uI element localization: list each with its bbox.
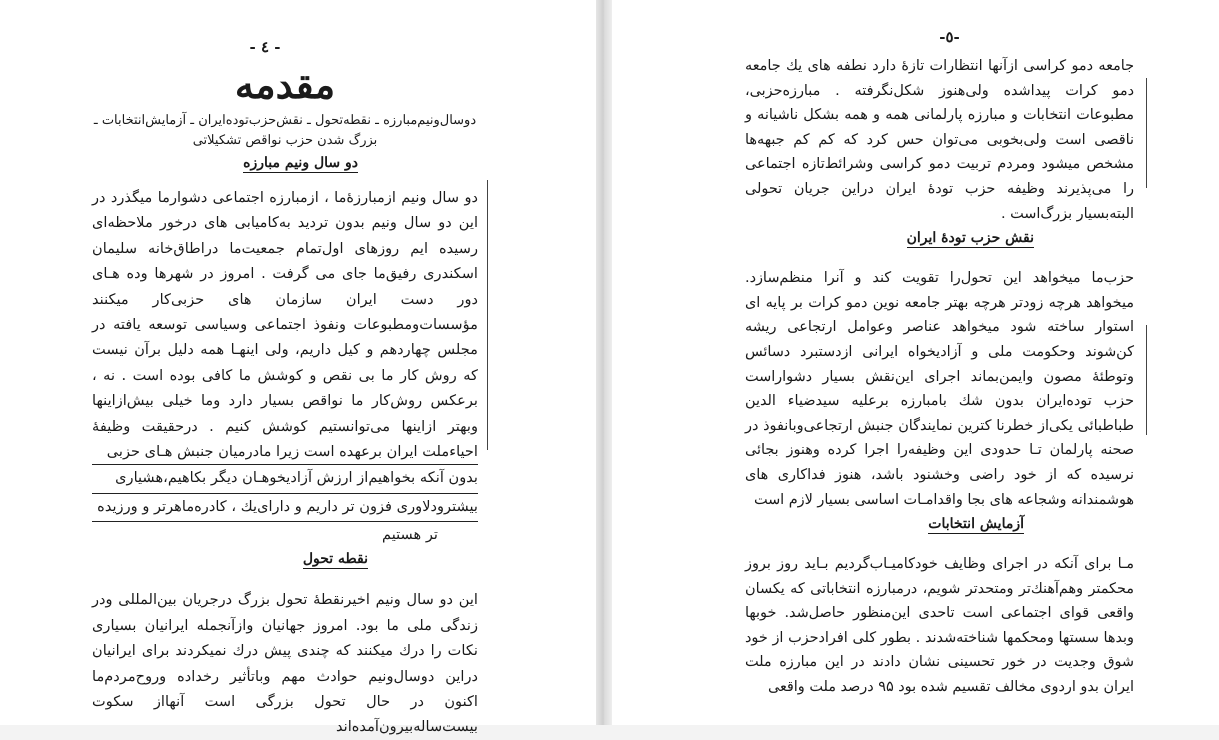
underlined-line-2: بیشتر‌ودلاوری فزون تر داریم و دارای‌یك ، کادر‌ه‌ماهرتر و ورزیده [92,494,478,522]
right-page-number: -٥- [939,28,960,46]
left-page [0,0,596,736]
paragraph-ending: تر هستیم [382,526,438,544]
book-gutter [596,0,612,725]
section-heading-turning-point: نقطه تحول [302,551,368,568]
margin-pencil-mark [487,180,489,450]
page-title: مقدمه [234,62,336,107]
right-page [612,0,1219,725]
underlined-line-1: بدون آنکه بخواهیم‌از ارزش آزادیخوهـان دیگر بکاهیم‌،هشیاری [92,465,478,493]
intro-paragraph: جامعه دمو کراسی ازآنها انتظارات تازهٔ دارد نطفه های یك جامعه دمو کرات پیداشده ولی‌هنوز شکل‌نگرفته . مبارزه‌حزبی، مطبوعات انتخابات و مبارزه پارلمانی همه و همه بشکل ناشیانه و ناقصی است ولی‌بخوبی می‌توان حس کرد که کم کم جبهه‌ها مشخص میشود ومردم تربیت دمو کراسی وشرائط‌تازه اجتماعی را می‌پذیرند وظیفه حزب تودهٔ ایران دراین جریان تحولی البته‌بسیار بزرگ‌است . [745,58,1134,222]
subtitle-line-2: بزرگ شدن حزب نواقص تشکیلاتی [192,133,378,148]
section-heading-role-of-party: نقش حزب تودهٔ ایران [906,230,1034,247]
section-heading-election-test: آزمایش انتخابات [928,516,1024,533]
section-paragraph-role-of-party: حزب‌ما میخواهد این تحول‌را تقویت کند و آنرا منظم‌سازد. میخواهد هرچه زودتر هرچه بهتر جامعه نوین دمو کرات بر پایه ای استوار ساخته شود میخواهد عناصر وعوامل ارتجاعی ریشه کن‌شوند وحکومت ملی و آزادیخواه ایرانی ازدستبرد دسائس وتوطئهٔ مصون وایمن‌بماند اجرای این‌نقش بسیار دشواراست حزب توده‌ایران بدون شك بامبارزه برعلیه سیدضیاء الدین طباطبائی یکی‌از خطرنا کترین نمایندگان جنبش ارتجاعی‌و‌بانفوذ در صحنه پارلمان تـا حدودی این وظیفه‌را اجرا کرده وهنوز بجائی نرسیده که از خود راضی وخشنود باشد، هنوز فداکاری های هوشمندانه وشجاعه های بجا واقدامـات اساسی بسیار لازم است [745,270,1134,508]
left-page-number: - ٤ - [249,38,281,56]
subtitle-line-1: دوسال‌ونیم‌مبارزه ـ نقطه‌تحول ـ نقش‌حزب‌توده‌ایران ـ آزمایش‌انتخابات ـ [93,113,477,128]
section-heading-two-and-half-years: دو سال ونیم مبارزه [243,155,358,171]
section-paragraph-two-and-half-years: دو سال ونیم ازمبارزه‌ٔما ، ازمبارزه اجتماعی دشوارما میگذرد در این دو سال ونیم بدون تردید به‌کامیابی های درخور ملاحظه‌ای رسیده ایم روزهای اول‌تمام جمعیت‌ما دراطاق‌خانه سلیمان اسکندری رفیق‌ما جای می گرفت . امروز در شهرها وده هـای دور دست ایران سازمان های حزبی‌کار میکنند مؤسسات‌ومطبوعات ونفوذ اجتماعی وسیاسی توسعه یافته در مجلس چهاردهم و کیل داریم، ولی اینهـا همه دلیل برآن نیست که روش کار ما بی نقص و کوشش ما کافی بوده است . نه ، برعکس روش‌کار ما نواقص بسیار دارد وما خیلی بیش‌ازاینها وبهتر ازاینها می‌توانستیم کوشش کنیم . درحقیقت وظیفهٔ احیاءملت ایران برعهده است زیرا مادرمیان جنبش هـای حزبی [92,189,478,461]
section-paragraph-election-test: مـا برای آنکه در اجرای وظایف خود‌کامیـاب‌گردیم بـاید روز بروز محکمتر وهم‌آهنك‌تر ومتحدتر شویم، درمبارزه انتخاباتی که یکسان واقعی قوای اجتماعی است تاحدی این‌منظور حاصل‌شد. خوبها وبدها سستها ومحکمها شناخته‌شدند . بطور کلی افرادحزب از خود شوق وجدیت در خور تحسینی نشان دادند در این مبارزه ملت ایران بدو اردوی مخالف تقسیم شده بود ۹۵ درصد ملت واقعی [745,556,1134,696]
margin-pencil-mark [1146,78,1148,188]
chapter-subtitle [92,111,478,151]
margin-pencil-mark [1146,325,1148,435]
section-paragraph-turning-point: این دو سال ونیم اخیر‌نقطهٔ تحول بزرگ درجریان بین‌المللی ودر زندگی ملی ما بود. امروز جهانیان واز‌آنجمله ایرانیان بسیاری نکات را درك میکنند که چندی پیش درك نمیکردند برای ایرانیان دراین دوسال‌ونیم حوادث مهم وبا‌تأثیر رخداده وروح‌مردم‌ما اکنون در حال تحول بزرگی است آنهااز سکوت بیست‌ساله‌بیرون‌آمده‌اند [92,591,478,736]
